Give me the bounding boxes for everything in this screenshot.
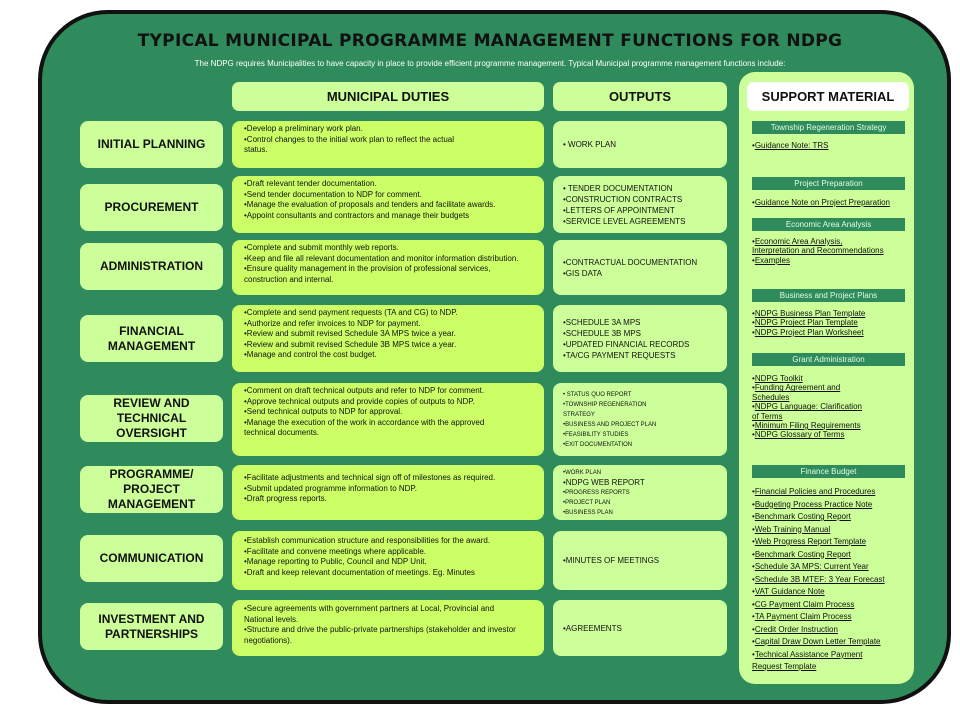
output-line: •UPDATED FINANCIAL RECORDS xyxy=(563,339,690,349)
duties-box-administration xyxy=(232,240,544,295)
header-outputs: OUTPUTS xyxy=(553,82,727,111)
function-label-administration: ADMINISTRATION xyxy=(80,243,223,290)
outputs-box-procurement xyxy=(553,176,727,233)
outputs-box-investment-partnerships xyxy=(553,600,727,656)
output-line: •SCHEDULE 3A MPS xyxy=(563,317,641,327)
duty-line: negotiations). xyxy=(244,635,293,645)
duty-line: •Manage the execution of the work in accordance with the approved xyxy=(244,417,485,427)
support-link[interactable]: •VAT Guidance Note xyxy=(752,587,825,596)
support-link[interactable]: •Schedule 3B MTEF: 3 Year Forecast xyxy=(752,574,885,584)
output-line: •CONSTRUCTION CONTRACTS xyxy=(563,194,683,204)
output-line: •EXIT DOCUMENTATION xyxy=(563,441,633,448)
output-line: • STATUS QUO REPORT xyxy=(563,391,632,398)
output-line: •MINUTES OF MEETINGS xyxy=(563,556,660,565)
duty-line: •Draft and keep relevant documentation of meetings. Eg. Minutes xyxy=(244,567,475,577)
duty-line: •Secure agreements with government partners at Local, Provincial and xyxy=(244,604,495,613)
support-link[interactable]: •Financial Policies and Procedures xyxy=(752,487,876,496)
duty-line: •Authorize and refer invoices to NDP for payment. xyxy=(244,318,421,328)
outputs-box-initial-planning xyxy=(553,121,727,168)
support-link[interactable]: •Guidance Note: TRS xyxy=(752,141,829,150)
duty-line: •Submit updated programme information to NDP. xyxy=(244,483,417,493)
output-line: •BUSINESS AND PROJECT PLAN xyxy=(563,421,657,428)
duty-line: •Approve technical outputs and provide copies of outputs to NDP. xyxy=(244,396,475,406)
duty-line: •Ensure quality management in the provision of professional services, xyxy=(244,264,491,274)
support-category-township-regeneration: Township Regeneration Strategy xyxy=(752,121,905,134)
support-category-business-project-plans: Business and Project Plans xyxy=(752,289,905,302)
output-line: •TA/CG PAYMENT REQUESTS xyxy=(563,350,676,360)
duty-line: •Draft relevant tender documentation. xyxy=(244,179,377,188)
support-link[interactable]: Request Template xyxy=(752,662,817,671)
duty-line: •Send technical outputs to NDP for approval. xyxy=(244,407,403,417)
duty-line: technical documents. xyxy=(244,428,320,438)
duty-line: •Complete and submit monthly web reports. xyxy=(244,243,399,252)
duties-box-initial-planning xyxy=(232,121,544,168)
duty-line: •Comment on draft technical outputs and refer to NDP for comment. xyxy=(244,386,485,395)
support-list-business-project-plans xyxy=(752,309,912,337)
duties-box-procurement xyxy=(232,176,544,233)
duty-line: •Complete and send payment requests (TA and CG) to NDP. xyxy=(244,308,458,317)
support-link[interactable]: •Budgeting Process Practice Note xyxy=(752,499,873,509)
support-link[interactable]: •Web Progress Report Template xyxy=(752,537,867,546)
support-link[interactable]: •TA Payment Claim Process xyxy=(752,612,852,621)
duty-line: •Review and submit revised Schedule 3A MPS twice a year. xyxy=(244,329,456,339)
duty-line: •Facilitate adjustments and technical sign off of milestones as required. xyxy=(244,473,496,482)
support-link[interactable]: •Schedule 3A MPS: Current Year xyxy=(752,562,869,571)
support-link[interactable]: •NDPG Business Plan Template xyxy=(752,309,866,318)
duties-box-financial-management xyxy=(232,305,544,372)
support-link[interactable]: •Capital Draw Down Letter Template xyxy=(752,637,881,646)
duty-line: •Draft progress reports. xyxy=(244,494,327,504)
output-line: •LETTERS OF APPOINTMENT xyxy=(563,205,675,215)
duty-line: National levels. xyxy=(244,614,299,624)
function-label-financial-management: FINANCIAL MANAGEMENT xyxy=(80,315,223,362)
function-label-initial-planning: INITIAL PLANNING xyxy=(80,121,223,168)
output-line: STRATEGY xyxy=(563,411,595,418)
duty-line: status. xyxy=(244,145,268,155)
support-link[interactable]: •NDPG Toolkit xyxy=(752,374,803,383)
duty-line: •Establish communication structure and responsibilities for the award. xyxy=(244,536,491,545)
outputs-box-administration xyxy=(553,240,727,295)
outputs-box-review-technical-oversight xyxy=(553,383,727,456)
support-link[interactable]: Schedules xyxy=(752,392,790,402)
duty-line: •Keep and file all relevant documentation and monitor information distribution. xyxy=(244,253,519,263)
function-label-investment-partnerships: INVESTMENT AND PARTNERSHIPS xyxy=(80,603,223,650)
duty-line: •Review and submit revised Schedule 3B MPS twice a year. xyxy=(244,339,457,349)
support-link[interactable]: •Web Training Manual xyxy=(752,524,831,534)
output-line: •NDPG WEB REPORT xyxy=(563,477,645,487)
diagram-title: TYPICAL MUNICIPAL PROGRAMME MANAGEMENT FUNCTIONS FOR NDPG xyxy=(137,31,843,51)
duty-line: •Facilitate and convene meetings where applicable. xyxy=(244,546,427,556)
support-link[interactable]: Interpretation and Recommendations xyxy=(752,246,884,256)
output-line: •AGREEMENTS xyxy=(563,623,622,633)
support-link[interactable]: •NDPG Project Plan Worksheet xyxy=(752,327,864,337)
support-link[interactable]: •Examples xyxy=(752,255,790,265)
header-support-material: SUPPORT MATERIAL xyxy=(747,82,909,111)
output-line: •PROGRESS REPORTS xyxy=(563,489,630,496)
duty-line: •Manage and control the cost budget. xyxy=(244,350,377,360)
duty-line: •Manage reporting to Public, Council and NDP Unit. xyxy=(244,557,427,567)
output-line: •FEASIBILITY STUDIES xyxy=(563,431,629,438)
header-municipal-duties: MUNICIPAL DUTIES xyxy=(232,82,544,111)
output-line: •PROJECT PLAN xyxy=(563,499,611,506)
duty-line: •Manage the evaluation of proposals and tenders and facilitate awards. xyxy=(244,200,496,210)
function-label-review-technical-oversight: REVIEW AND TECHNICAL OVERSIGHT xyxy=(80,395,223,442)
support-category-project-preparation: Project Preparation xyxy=(752,177,905,190)
function-label-procurement: PROCUREMENT xyxy=(80,184,223,231)
support-link[interactable]: •Minimum Filing Requirements xyxy=(752,421,861,431)
support-list-grant-administration xyxy=(752,374,912,440)
support-category-finance-budget: Finance Budget xyxy=(752,465,905,478)
duty-line: •Appoint consultants and contractors and manage their budgets xyxy=(244,210,470,220)
duties-box-communication xyxy=(232,531,544,590)
support-link[interactable]: •Technical Assistance Payment xyxy=(752,649,863,659)
support-link[interactable]: •Economic Area Analysis, xyxy=(752,237,843,246)
output-line: •SCHEDULE 3B MPS xyxy=(563,328,641,338)
support-link[interactable]: •Benchmark Costing Report xyxy=(752,549,851,559)
outputs-box-communication xyxy=(553,531,727,590)
output-line: •GIS DATA xyxy=(563,268,602,278)
function-label-communication: COMMUNICATION xyxy=(80,535,223,582)
support-list-project-preparation xyxy=(752,198,912,207)
outputs-box-financial-management xyxy=(553,305,727,372)
support-list-finance-budget xyxy=(752,486,912,674)
duty-line: •Develop a preliminary work plan. xyxy=(244,124,363,133)
support-category-economic-area-analysis: Economic Area Analysis xyxy=(752,218,905,231)
duties-box-review-technical-oversight xyxy=(232,383,544,456)
output-line: • WORK PLAN xyxy=(563,140,617,149)
outputs-box-programme-project-management xyxy=(553,465,727,520)
output-line: • TENDER DOCUMENTATION xyxy=(563,183,673,193)
support-category-grant-administration: Grant Administration xyxy=(752,353,905,366)
support-list-economic-area-analysis xyxy=(752,237,912,265)
support-list-township-regeneration xyxy=(752,141,912,150)
support-link[interactable]: •Guidance Note on Project Preparation xyxy=(752,198,891,207)
support-link[interactable]: •Credit Order Instruction xyxy=(752,624,838,634)
support-link[interactable]: of Terms xyxy=(752,411,783,421)
support-link[interactable]: •NDPG Glossary of Terms xyxy=(752,430,845,440)
support-link[interactable]: •Benchmark Costing Report xyxy=(752,512,851,521)
duty-line: •Send tender documentation to NDP for comment. xyxy=(244,189,422,199)
support-link[interactable]: •NDPG Language: Clarification xyxy=(752,402,862,412)
duty-line: •Control changes to the initial work plan to reflect the actual xyxy=(244,134,455,144)
output-line: •BUSINESS PLAN xyxy=(563,509,613,516)
output-line: •CONTRACTUAL DOCUMENTATION xyxy=(563,257,698,267)
function-label-programme-project-management: PROGRAMME/ PROJECT MANAGEMENT xyxy=(80,466,223,513)
diagram-subtitle: The NDPG requires Municipalities to have capacity in place to provide efficient programme management. Typical Municipal programme management functions include: xyxy=(194,59,786,68)
duty-line: •Structure and drive the public-private partnerships (stakeholder and investor xyxy=(244,625,516,635)
output-line: •WORK PLAN xyxy=(563,469,602,476)
support-link[interactable]: •NDPG Project Plan Template xyxy=(752,318,858,328)
output-line: •SERVICE LEVEL AGREEMENTS xyxy=(563,216,686,226)
output-line: •TOWNSHIP REGENERATION xyxy=(563,401,647,408)
support-link[interactable]: •CG Payment Claim Process xyxy=(752,599,855,609)
duty-line: construction and internal. xyxy=(244,274,334,284)
duties-box-programme-project-management xyxy=(232,465,544,520)
support-link[interactable]: •Funding Agreement and xyxy=(752,383,841,393)
duties-box-investment-partnerships xyxy=(232,600,544,656)
